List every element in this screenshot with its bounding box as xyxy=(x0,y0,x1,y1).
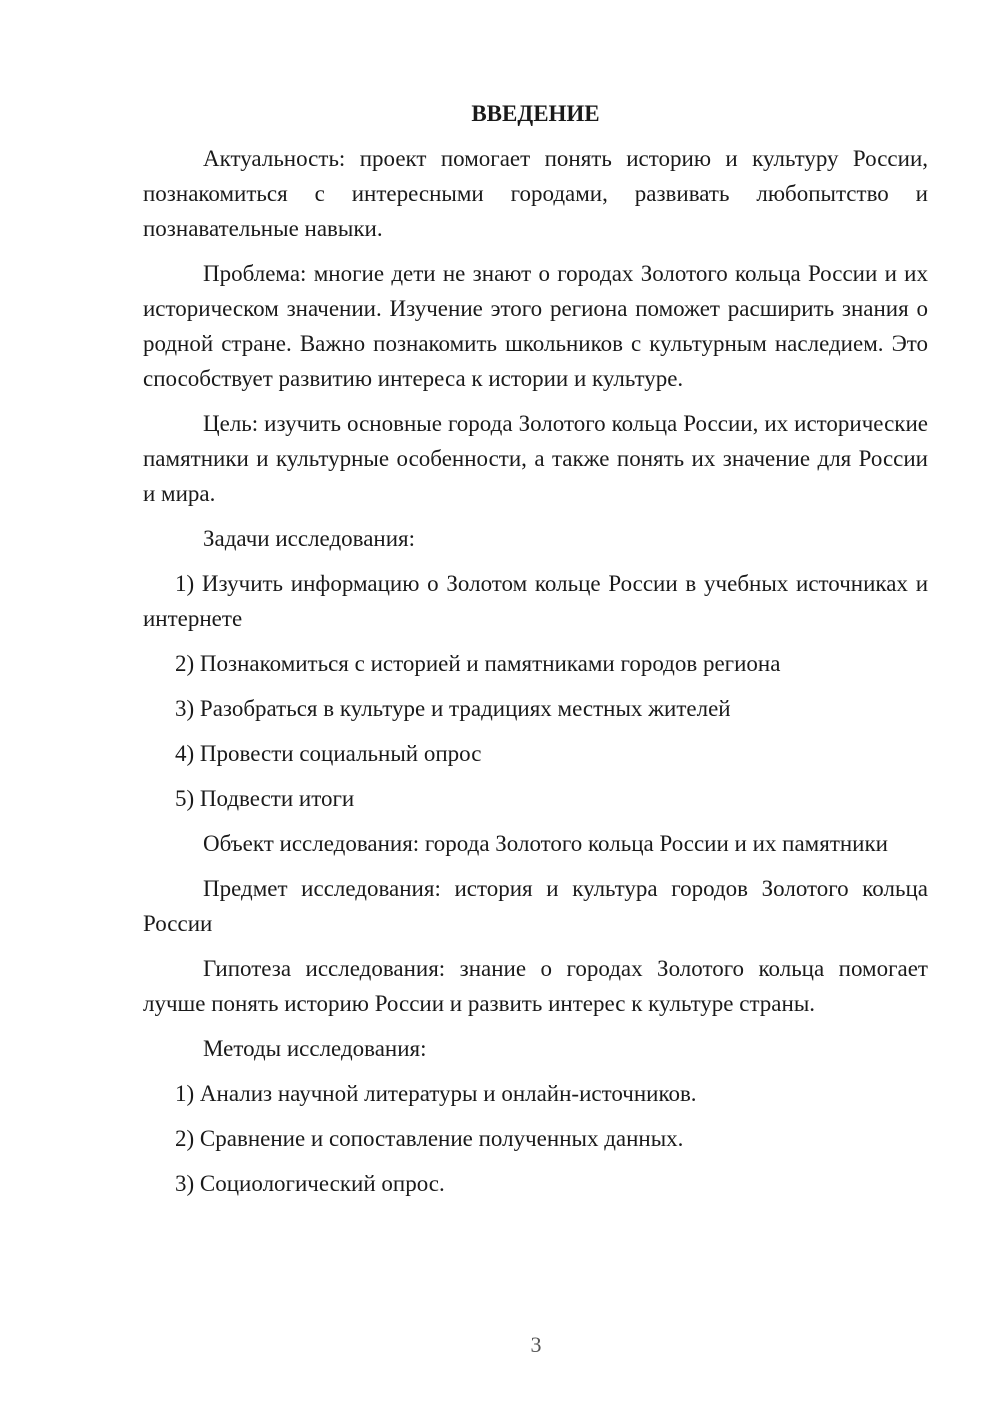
relevance-paragraph: Актуальность: проект помогает понять историю и культуру России, познакомиться с интересными городами, развивать любопытство и познавательные навыки. xyxy=(143,146,928,241)
methods-heading: Методы исследования: xyxy=(203,1036,427,1061)
object-paragraph: Объект исследования: города Золотого кольца России и их памятники xyxy=(203,831,888,856)
method-item: 1) Анализ научной литературы и онлайн-источников. xyxy=(175,1081,697,1106)
section-title: ВВЕДЕНИЕ xyxy=(471,101,600,126)
method-item: 3) Социологический опрос. xyxy=(175,1171,445,1196)
task-item: 5) Подвести итоги xyxy=(175,786,355,811)
problem-paragraph: Проблема: многие дети не знают о городах Золотого кольца России и их историческом значении. Изучение этого региона поможет расширить знания о родной стране. Важно познакомить школьников с культурным наследием. Это способствует развитию интереса к истории и культуре. xyxy=(143,261,928,391)
task-item: 3) Разобраться в культуре и традициях местных жителей xyxy=(175,696,731,721)
subject-paragraph: Предмет исследования: история и культура городов Золотого кольца России xyxy=(143,876,928,936)
page-content xyxy=(143,96,928,1211)
task-item: 1) Изучить информацию о Золотом кольце России в учебных источниках и интернете xyxy=(143,571,928,631)
page-number: 3 xyxy=(530,1332,542,1357)
goal-paragraph: Цель: изучить основные города Золотого кольца России, их исторические памятники и культурные особенности, а также понять их значение для России и мира. xyxy=(143,411,928,506)
hypothesis-paragraph: Гипотеза исследования: знание о городах Золотого кольца помогает лучше понять историю России и развить интерес к культуре страны. xyxy=(143,956,928,1016)
method-item: 2) Сравнение и сопоставление полученных данных. xyxy=(175,1126,684,1151)
task-item: 2) Познакомиться с историей и памятниками городов региона xyxy=(175,651,781,676)
tasks-heading: Задачи исследования: xyxy=(203,526,416,551)
task-item: 4) Провести социальный опрос xyxy=(175,741,482,766)
